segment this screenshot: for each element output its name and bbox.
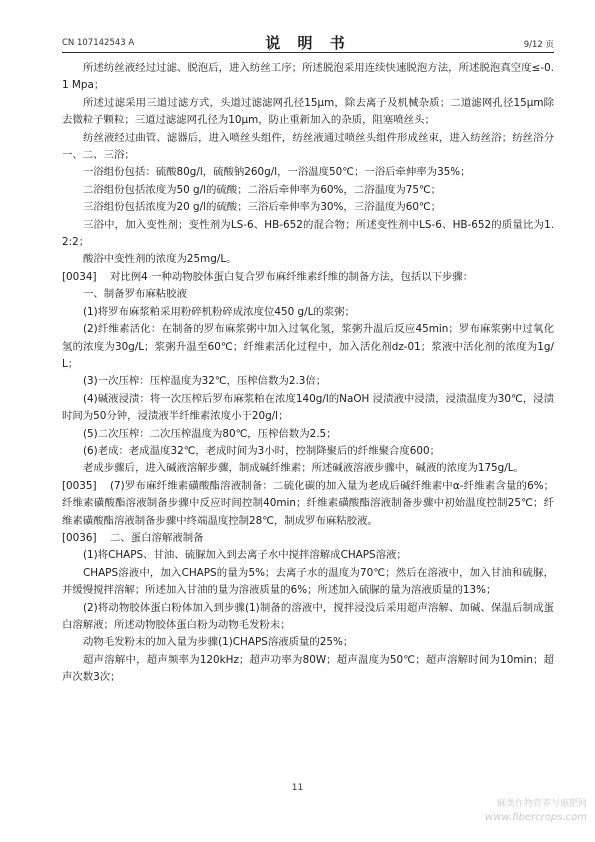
page-indicator: 9/12 页 <box>523 40 554 50</box>
paragraph-text: (7)罗布麻纤维素磺酸酯溶液制备：二硫化碳的加入量为老成后碱纤维素中α-纤维素含量的6%；纤维素磺酸酯溶液制备步骤中反应时间控制40min；纤维素磺酸酯溶液制备步骤中初始温度控制25℃；纤维素磺酸酯溶液制备步骤中终端温度控制28℃，制成罗布麻粘胶液。 <box>62 479 554 527</box>
paragraph-text: 一、制备罗布麻粘胶液 <box>83 288 187 301</box>
paragraph <box>62 269 554 286</box>
page-number: 11 <box>291 783 304 793</box>
paragraph-text: 三浴中，加入变性剂；变性剂为LS-6、HB-652的混合物；所述变性剂中LS-6、HB-652的质量比为1.2:2； <box>62 218 554 249</box>
paragraph-text: 对比例4 一种动物胶体蛋白复合罗布麻纤维素纤维的制备方法，包括以下步骤： <box>110 270 474 283</box>
document-title: 说 明 书 <box>265 34 351 52</box>
paragraph-text: 二、蛋白溶解液制备 <box>110 531 204 544</box>
paragraph-text: 超声溶解中，超声频率为120kHz；超声功率为80W；超声温度为50℃；超声溶解时间为10min；超声次数3次； <box>62 653 554 684</box>
paragraph-text: 老成步骤后，进入碱液溶解步骤，制成碱纤维素；所述碱液溶液步骤中，碱液的浓度为175g/L。 <box>83 462 524 475</box>
paragraph <box>62 164 554 181</box>
paragraph-text: (2)纤维素活化：在制备的罗布麻浆粥中加入过氧化氢，浆粥升温后反应45min；罗布麻浆粥中过氧化氢的浓度为30g/L；浆粥升温至60℃；纤维素活化过程中，加入活化剂dz-01；浆液中活化剂的浓度为1g/L； <box>62 323 554 370</box>
paragraph <box>62 530 554 547</box>
paragraph <box>62 251 554 268</box>
paragraph <box>62 199 554 216</box>
paragraph-number: [0034] <box>62 270 97 283</box>
paragraph-text: (6)老成：老成温度32℃，老成时间为3小时，控制降聚后的纤维聚合度600； <box>83 444 440 457</box>
paragraph <box>62 443 554 460</box>
paragraph-number: [0036] <box>62 531 97 544</box>
paragraph-text: 酸浴中变性剂的浓度为25mg/L。 <box>83 253 237 266</box>
paragraph <box>62 321 554 373</box>
paragraph <box>62 391 554 426</box>
paragraph-text: (4)碱液浸渍：将一次压榨后罗布麻浆粕在浓度140g/l的NaOH 浸渍液中浸渍，浸渍温度为30℃，浸渍时间为50分钟，浸渍液半纤维素浓度小于20g/l； <box>62 392 554 423</box>
paragraph-text: CHAPS溶液中，加入CHAPS的量为5%；去离子水的温度为70℃；然后在溶液中，加入甘油和硫脲，并缓慢搅拌溶解；所述加入甘油的量为溶液质量的6%；所述加入硫脲的量为溶液质量的13%； <box>62 566 554 597</box>
paragraph-text: 所述过滤采用三道过滤方式，头道过滤滤网孔径15μm，除去离子及机械杂质；二道滤网孔径15μm除去微粒子颗粒；三道过滤滤网孔径为10μm，防止重新加入的杂质，阻塞喷丝头； <box>62 96 554 127</box>
paragraph-text: 二浴组份包括浓度为50 g/l的硫酸；二浴后牵伸率为60%，二浴温度为75℃； <box>83 183 442 196</box>
paragraph <box>62 565 554 600</box>
paragraph <box>62 478 554 530</box>
paragraph <box>62 286 554 303</box>
paragraph-number: [0035] <box>62 479 97 492</box>
paragraph <box>62 182 554 199</box>
page-header <box>62 30 554 53</box>
paragraph-text: 一浴组份包括：硫酸80g/l，硫酸钠260g/l，一浴温度50℃；一浴后牵伸率为35%； <box>83 166 471 179</box>
watermark <box>485 798 587 824</box>
paragraph-text: (1)将罗布麻浆粕采用粉碎机粉碎成浓度位450 g/L的浆粥； <box>83 305 355 318</box>
paragraph <box>62 60 554 95</box>
watermark-site-name: 麻类作物营养与施肥网 <box>496 799 587 809</box>
paragraph <box>62 634 554 651</box>
paragraph-text: 动物毛发粉末的加入量为步骤(1)CHAPS溶液质量的25%； <box>83 636 354 649</box>
paragraph-text: 所述纺丝液经过过滤、脱泡后，进入纺丝工序；所述脱泡采用连续快速脱泡方法，所述脱泡真空度≤-0.1 Mpa； <box>62 62 554 92</box>
paragraph <box>62 600 554 635</box>
paragraph <box>62 547 554 564</box>
paragraph <box>62 652 554 687</box>
paragraph-text: (1)将CHAPS、甘油、硫脲加入到去离子水中搅拌溶解成CHAPS溶液； <box>83 549 407 562</box>
watermark-url: www.fibercrops.com <box>485 812 587 823</box>
paragraph <box>62 426 554 443</box>
patent-number: CN 107142543 A <box>62 38 135 48</box>
paragraph <box>62 304 554 321</box>
paragraph <box>62 95 554 130</box>
document-body <box>62 60 554 687</box>
paragraph <box>62 130 554 165</box>
paragraph <box>62 460 554 477</box>
paragraph-text: (5)二次压榨：二次压榨温度为80℃，压榨倍数为2.5； <box>83 427 337 440</box>
paragraph <box>62 217 554 252</box>
paragraph-text: 三浴组份包括浓度为20 g/l的硫酸；三浴后牵伸率为30%，三浴温度为60℃； <box>83 201 442 214</box>
paragraph-text: (2)将动物胶体蛋白粉体加入到步骤(1)制备的溶液中，搅拌浸没后采用超声溶解、加碱、保温后制成蛋白溶解液；所述动物胶体蛋白粉为动物毛发粉末； <box>62 601 554 631</box>
paragraph-text: (3)一次压榨：压榨温度为32℃，压榨倍数为2.3倍； <box>83 375 327 388</box>
paragraph-text: 纺丝液经过曲管、滤器后，进入喷丝头组件，纺丝液通过喷丝头组件形成丝束，进入纺丝浴；纺丝浴分一、二、三浴； <box>62 131 554 162</box>
paragraph <box>62 373 554 390</box>
